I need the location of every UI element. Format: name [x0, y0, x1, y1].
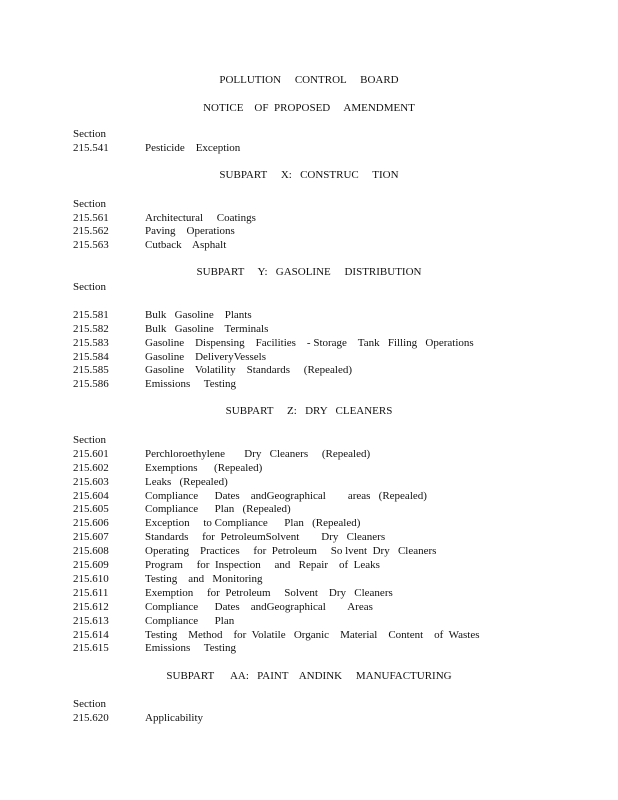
section-title: Paving Operations [145, 225, 235, 237]
section-number: 215.586 [73, 378, 109, 390]
section-number: 215.604 [73, 490, 109, 502]
section-number: 215.602 [73, 462, 109, 474]
section-number: 215.620 [73, 712, 109, 724]
section-title: Program for Inspection and Repair of Leaks [145, 559, 380, 571]
section-number: 215.615 [73, 642, 109, 654]
section-number: 215.609 [73, 559, 109, 571]
subpart-x-heading: SUBPART X: CONSTRUC TION [219, 169, 399, 181]
section-number: 215.562 [73, 225, 109, 237]
subpart-z-heading: SUBPART Z: DRY CLEANERS [225, 405, 393, 417]
section-title: Emissions Testing [145, 378, 237, 390]
section-title: Cutback Asphalt [145, 239, 227, 251]
subpart-y-heading: SUBPART Y: GASOLINE DISTRIBUTION [196, 266, 422, 278]
board-title: POLLUTION CONTROL BOARD [219, 74, 399, 86]
section-label: Section [73, 128, 106, 140]
section-title: Compliance Plan (Repealed) [145, 503, 291, 515]
section-title: Bulk Gasoline Terminals [145, 323, 269, 335]
section-number: 215.541 [73, 142, 109, 154]
section-title: Bulk Gasoline Plants [145, 309, 252, 321]
section-title: Exemptions (Repealed) [145, 462, 263, 474]
section-title: Gasoline Dispensing Facilities - Storage Tank Filling Operations [145, 337, 474, 349]
section-title: Testing Method for Volatile Organic Material Content of Wastes [145, 629, 480, 641]
section-title: Perchloroethylene Dry Cleaners (Repealed) [145, 448, 371, 460]
section-number: 215.611 [73, 587, 109, 599]
section-number: 215.605 [73, 503, 109, 515]
section-title: Compliance Plan [145, 615, 235, 627]
section-title: Standards for PetroleumSolvent Dry Cleaners [145, 531, 386, 543]
section-title: Architectural Coatings [145, 212, 256, 224]
section-label: Section [73, 198, 106, 210]
section-label: Section [73, 281, 106, 293]
section-number: 215.613 [73, 615, 109, 627]
section-title: Compliance Dates andGeographical areas (Repealed) [145, 490, 427, 502]
section-number: 215.612 [73, 601, 109, 613]
section-title: Applicability [145, 712, 204, 724]
section-number: 215.606 [73, 517, 109, 529]
section-label: Section [73, 698, 106, 710]
section-title: Gasoline DeliveryVessels [145, 351, 266, 363]
section-title: Exception to Compliance Plan (Repealed) [145, 517, 361, 529]
section-label: Section [73, 434, 106, 446]
section-number: 215.582 [73, 323, 109, 335]
section-number: 215.608 [73, 545, 109, 557]
section-title: Testing and Monitoring [145, 573, 263, 585]
section-title: Compliance Dates andGeographical Areas [145, 601, 373, 613]
section-number: 215.614 [73, 629, 109, 641]
section-title: Operating Practices for Petroleum So lvent Dry Cleaners [145, 545, 437, 557]
section-number: 215.601 [73, 448, 109, 460]
section-number: 215.585 [73, 364, 109, 376]
subpart-aa-heading: SUBPART AA: PAINT ANDINK MANUFACTURING [166, 670, 452, 682]
section-title: Leaks (Repealed) [145, 476, 228, 488]
section-number: 215.581 [73, 309, 109, 321]
section-number: 215.584 [73, 351, 109, 363]
notice-title: NOTICE OF PROPOSED AMENDMENT [203, 102, 415, 114]
section-number: 215.610 [73, 573, 109, 585]
section-number: 215.603 [73, 476, 109, 488]
section-number: 215.583 [73, 337, 109, 349]
section-title: Emissions Testing [145, 642, 237, 654]
section-title: Pesticide Exception [145, 142, 241, 154]
section-number: 215.561 [73, 212, 109, 224]
section-title: Gasoline Volatility Standards (Repealed) [145, 364, 353, 376]
section-number: 215.607 [73, 531, 109, 543]
section-title: Exemption for Petroleum Solvent Dry Cleaners [145, 587, 393, 599]
section-number: 215.563 [73, 239, 109, 251]
